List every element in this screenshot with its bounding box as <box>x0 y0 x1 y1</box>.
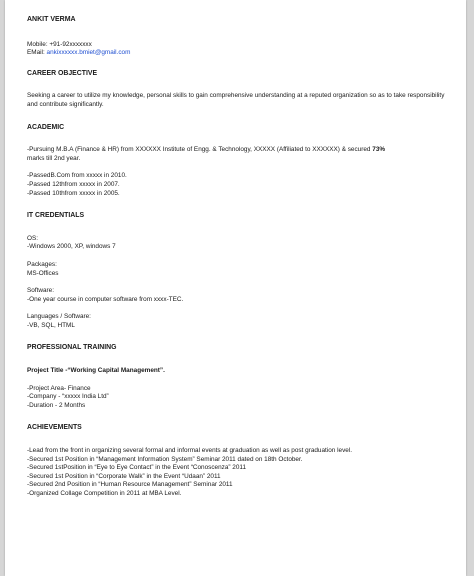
spacer <box>27 163 452 172</box>
career-objective-heading: CAREER OBJECTIVE <box>27 69 98 77</box>
training-item: -Company - “xxxxx India Ltd” <box>27 393 109 401</box>
academic-mba-tail: marks till 2nd year. <box>27 154 81 162</box>
academic-mba-text: -Pursuing M.B.A (Finance & HR) from XXXXXX Institute of Engg. & Technology, XXXXX (Affiliated to XXXXXX) & secured <box>27 146 373 154</box>
training-item: -Duration - 2 Months <box>27 401 86 409</box>
languages-value: -VB, SQL, HTML <box>27 321 75 329</box>
software-value: -One year course in computer software from xxxx-TEC. <box>27 295 184 303</box>
achievement-item: -Secured 1st Position in “Management Information System” Seminar 2011 dated on 18th October. <box>27 455 303 463</box>
packages-label: Packages: <box>27 260 57 268</box>
training-item: -Project Area- Finance <box>27 384 91 392</box>
academic-mba-percent: 73% <box>372 146 386 154</box>
email-line <box>27 49 452 58</box>
spacer <box>27 376 452 385</box>
academic-mba <box>27 146 452 163</box>
achievement-item: -Organized Collage Competition in 2011 at MBA Level. <box>27 490 182 497</box>
career-objective-text: Seeking a career to utilize my knowledge, personal skills to gain comprehensive understanding at a reputed organization so as to take responsibility and contribute significantly. <box>27 92 445 108</box>
candidate-name: ANKIT VERMA <box>27 16 76 23</box>
achievement-item: -Secured 2nd Position in “Human Resource Management” Seminar 2011 <box>27 481 233 489</box>
achievements-heading: ACHIEVEMENTS <box>27 424 82 432</box>
professional-training-heading: PROFESSIONAL TRAINING <box>27 344 117 352</box>
academic-item: -Passed 12thfrom xxxxx in 2007. <box>27 180 120 188</box>
resume-content <box>27 16 452 499</box>
languages-label: Languages / Software: <box>27 313 91 321</box>
academic-item: -Passed 10thfrom xxxxx in 2005. <box>27 189 120 197</box>
achievement-item: -Secured 1stPosition in “Eye to Eye Contact” in the Event “Conoscenza” 2011 <box>27 464 247 472</box>
achievement-item: -Lead from the front in organizing several formal and informal events at graduation as well as post graduation level. <box>27 447 353 455</box>
document-page <box>5 0 466 576</box>
it-credentials-heading: IT CREDENTIALS <box>27 212 85 220</box>
software-label: Software: <box>27 287 54 295</box>
email-link[interactable]: ankixxxxxx.bmiet@gmail.com <box>46 49 131 57</box>
project-title: Project Title -“Working Capital Management”. <box>27 367 165 375</box>
email-label: EMail: <box>27 49 47 57</box>
mobile-line: Mobile: +91-92xxxxxxx <box>27 40 92 48</box>
achievement-item: -Secured 1st Position in “Corporate Walk” in the Event “Udaan” 2011 <box>27 472 221 480</box>
packages-value: MS-Offices <box>27 269 59 277</box>
os-value: -Windows 2000, XP, windows 7 <box>27 243 116 251</box>
academic-heading: ACADEMIC <box>27 123 65 131</box>
academic-item: -PassedB.Com from xxxxx in 2010. <box>27 172 127 180</box>
os-label: OS: <box>27 234 39 242</box>
